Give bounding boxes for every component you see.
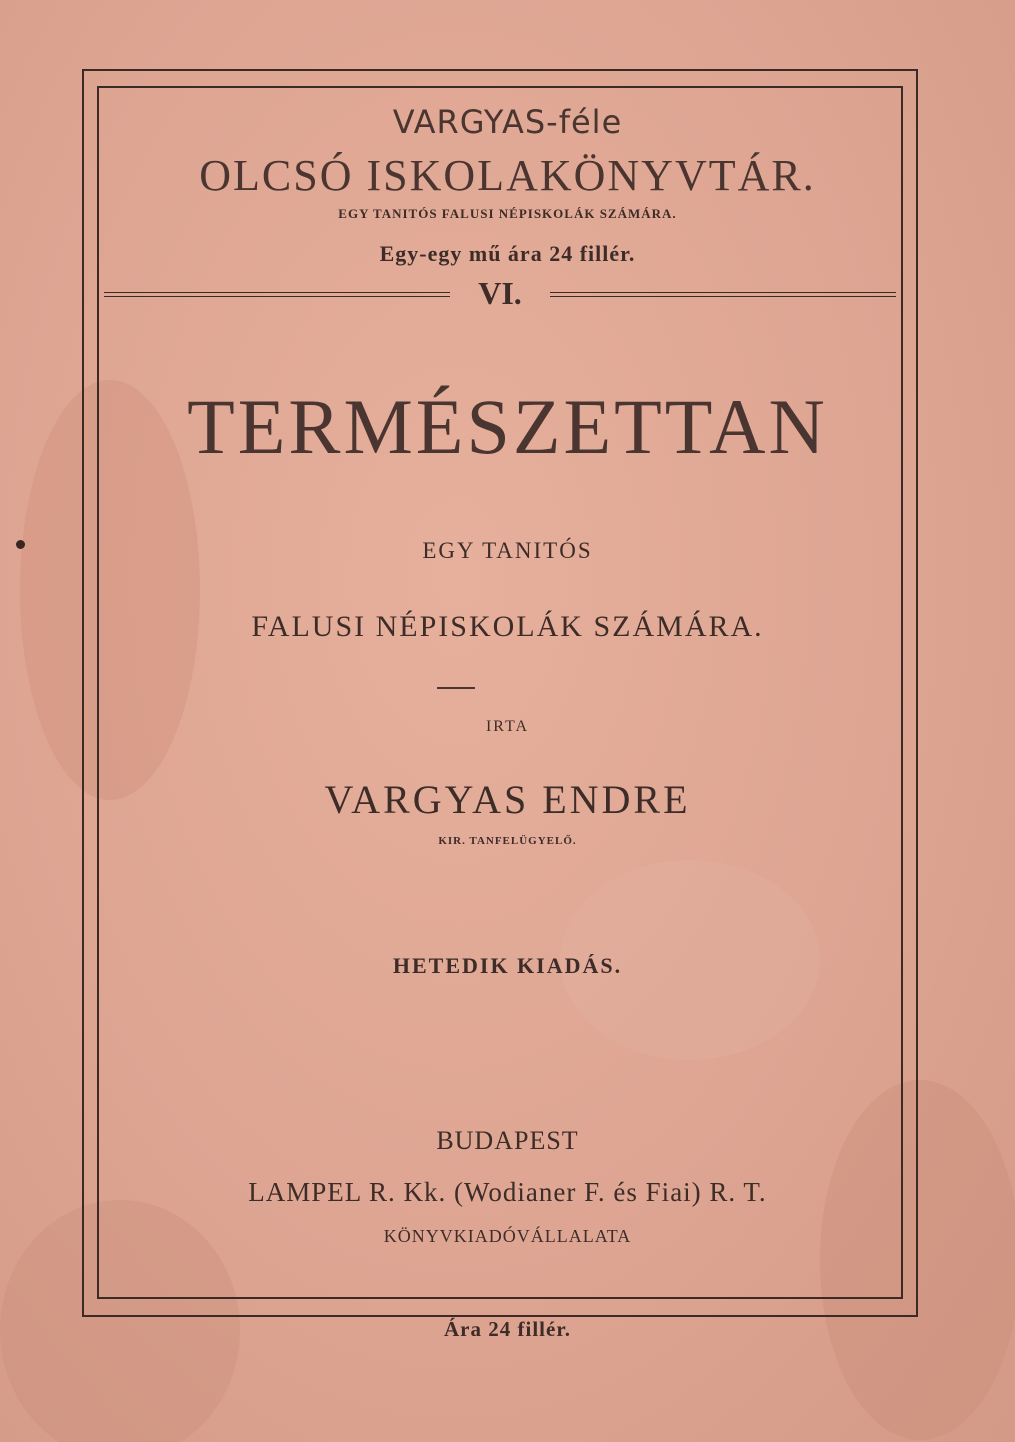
imprint-publisher-sub: KÖNYVKIADÓVÁLLALATA — [383, 1226, 632, 1246]
double-rule-right — [550, 292, 896, 297]
audience-line-2: FALUSI NÉPISKOLÁK SZÁMÁRA. — [251, 610, 764, 643]
volume-row — [104, 275, 896, 312]
author-name: VARGYAS ENDRE — [324, 777, 691, 822]
inner-frame — [97, 86, 903, 1299]
series-subtitle: EGY TANITÓS FALUSI NÉPISKOLÁK SZÁMÁRA. — [338, 206, 677, 221]
separator-dash — [437, 687, 475, 689]
series-label: VARGYAS-féle — [392, 103, 623, 141]
author-title: KIR. TANFELÜGYELŐ. — [438, 835, 577, 847]
volume-number: VI. — [478, 275, 522, 311]
double-rule-left — [104, 292, 450, 297]
series-title: OLCSÓ ISKOLAKÖNYVTÁR. — [199, 151, 816, 200]
audience-line-1: EGY TANITÓS — [422, 538, 593, 563]
imprint-city: BUDAPEST — [436, 1126, 579, 1155]
cover-price: Ára 24 fillér. — [444, 1317, 571, 1341]
book-title: TERMÉSZETTAN — [187, 383, 828, 470]
series-price-note: Egy-egy mű ára 24 fillér. — [379, 241, 636, 266]
by-label: IRTA — [485, 718, 530, 735]
edition-label: HETEDIK KIADÁS. — [392, 953, 623, 978]
imprint-publisher: LAMPEL R. Kk. (Wodianer F. és Fiai) R. T. — [248, 1177, 767, 1207]
